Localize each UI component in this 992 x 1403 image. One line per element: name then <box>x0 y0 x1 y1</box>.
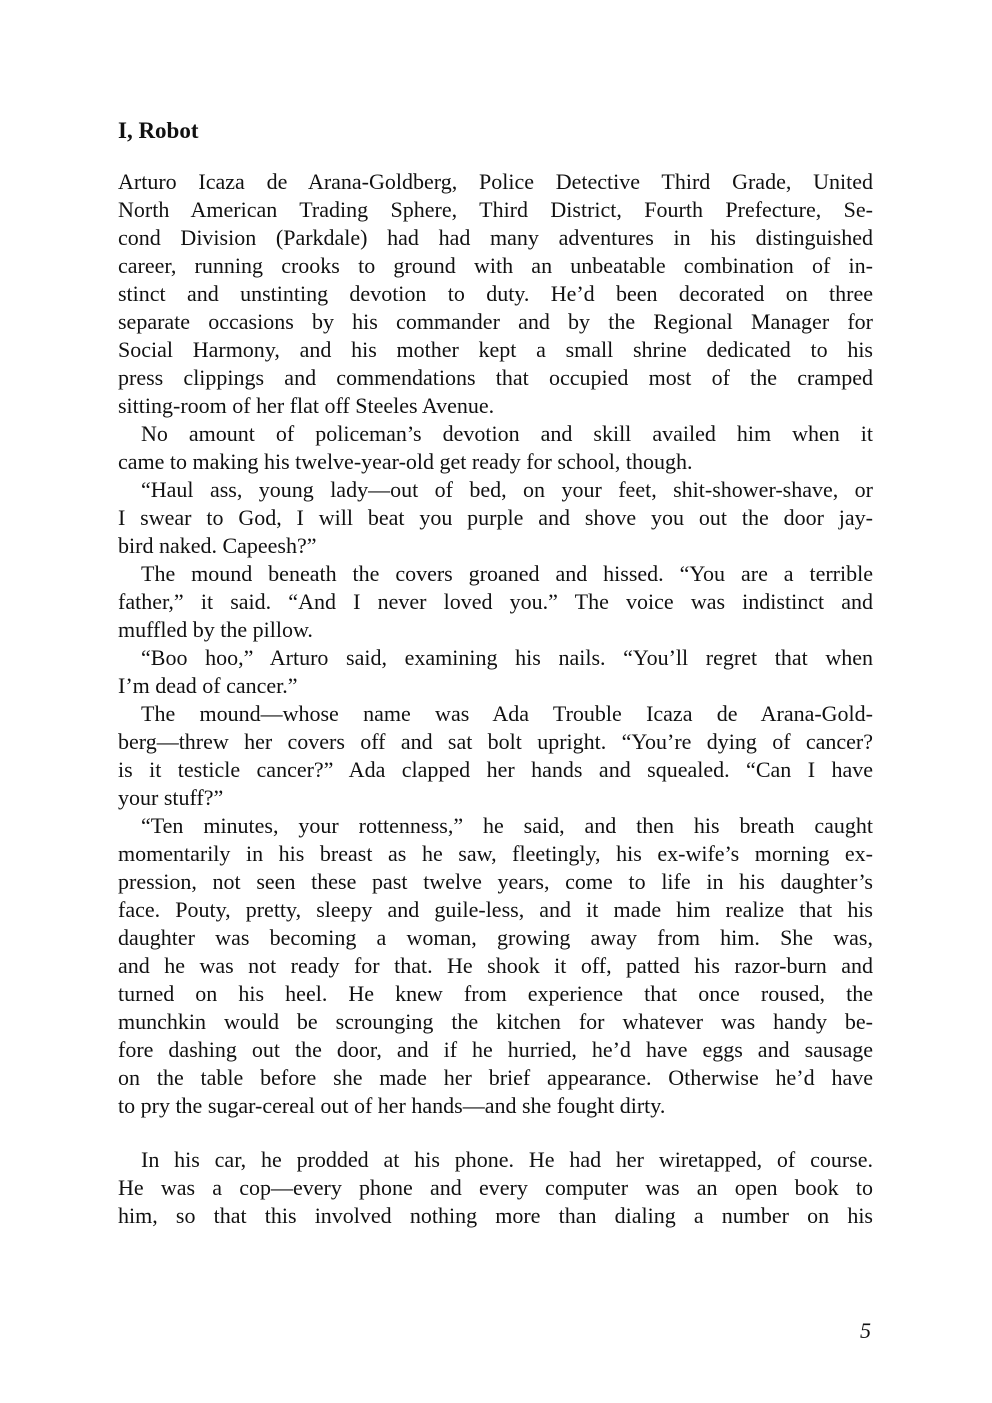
text-line: sitting-room of her flat off Steeles Avenue. <box>118 393 495 418</box>
text-line: daughter was becoming a woman, growing away from him. She was, <box>118 925 873 950</box>
text-line: Arturo Icaza de Arana-Goldberg, Police Detective Third Grade, United <box>118 169 873 194</box>
text-line: muffled by the pillow. <box>118 617 313 642</box>
text-line: press clippings and commendations that occupied most of the cramped <box>118 365 873 390</box>
text-line: your stuff?” <box>118 785 224 810</box>
paragraph <box>118 644 873 700</box>
text-line: I’m dead of cancer.” <box>118 673 298 698</box>
text-line: “Ten minutes, your rottenness,” he said, and then his breath caught <box>141 813 873 838</box>
text-line: career, running crooks to ground with an unbeatable combination of in- <box>118 253 873 278</box>
text-line: bird naked. Capeesh?” <box>118 533 317 558</box>
paragraph <box>118 476 873 560</box>
text-line: munchkin would be scrounging the kitchen for whatever was handy be- <box>118 1009 873 1034</box>
text-line: cond Division (Parkdale) had had many adventures in his distinguished <box>118 225 873 250</box>
text-line: The mound—whose name was Ada Trouble Icaza de Arana-Gold- <box>141 701 873 726</box>
text-line: Social Harmony, and his mother kept a small shrine dedicated to his <box>118 337 873 362</box>
paragraph <box>118 812 873 1120</box>
paragraph <box>118 168 873 420</box>
text-line: No amount of policeman’s devotion and skill availed him when it <box>141 421 873 446</box>
text-line: The mound beneath the covers groaned and hissed. “You are a terrible <box>141 561 873 586</box>
text-line: “Haul ass, young lady—out of bed, on your feet, shit-shower-shave, or <box>141 477 873 502</box>
text-line: came to making his twelve-year-old get ready for school, though. <box>118 449 693 474</box>
text-line: berg—threw her covers off and sat bolt upright. “You’re dying of cancer? <box>118 729 873 754</box>
text-line: North American Trading Sphere, Third District, Fourth Prefecture, Se- <box>118 197 873 222</box>
text-line: separate occasions by his commander and by the Regional Manager for <box>118 309 873 334</box>
chapter-title: I, Robot <box>118 118 199 143</box>
paragraph <box>118 560 873 644</box>
text-line: fore dashing out the door, and if he hurried, he’d have eggs and sausage <box>118 1037 873 1062</box>
paragraph <box>118 1146 873 1230</box>
text-line: stinct and unstinting devotion to duty. He’d been decorated on three <box>118 281 873 306</box>
text-line: momentarily in his breast as he saw, fleetingly, his ex-wife’s morning ex- <box>118 841 873 866</box>
paragraph <box>118 420 873 476</box>
text-line: He was a cop—every phone and every computer was an open book to <box>118 1175 873 1200</box>
paragraph-gap <box>118 1120 873 1146</box>
text-line: face. Pouty, pretty, sleepy and guile-less, and it made him realize that his <box>118 897 873 922</box>
text-line: father,” it said. “And I never loved you.” The voice was indistinct and <box>118 589 873 614</box>
text-line: pression, not seen these past twelve years, come to life in his daughter’s <box>118 869 873 894</box>
paragraph <box>118 700 873 812</box>
page-number: 5 <box>860 1318 871 1343</box>
text-line: to pry the sugar-cereal out of her hands—and she fought dirty. <box>118 1093 666 1118</box>
text-line: is it testicle cancer?” Ada clapped her hands and squealed. “Can I have <box>118 757 873 782</box>
text-line: and he was not ready for that. He shook it off, patted his razor-burn and <box>118 953 873 978</box>
text-line: “Boo hoo,” Arturo said, examining his nails. “You’ll regret that when <box>141 645 873 670</box>
body-text <box>118 168 873 1230</box>
text-line: on the table before she made her brief appearance. Otherwise he’d have <box>118 1065 873 1090</box>
text-line: In his car, he prodded at his phone. He had her wiretapped, of course. <box>141 1147 873 1172</box>
text-line: him, so that this involved nothing more than dialing a number on his <box>118 1203 873 1228</box>
text-line: I swear to God, I will beat you purple and shove you out the door jay- <box>118 505 873 530</box>
text-line: turned on his heel. He knew from experience that once roused, the <box>118 981 873 1006</box>
